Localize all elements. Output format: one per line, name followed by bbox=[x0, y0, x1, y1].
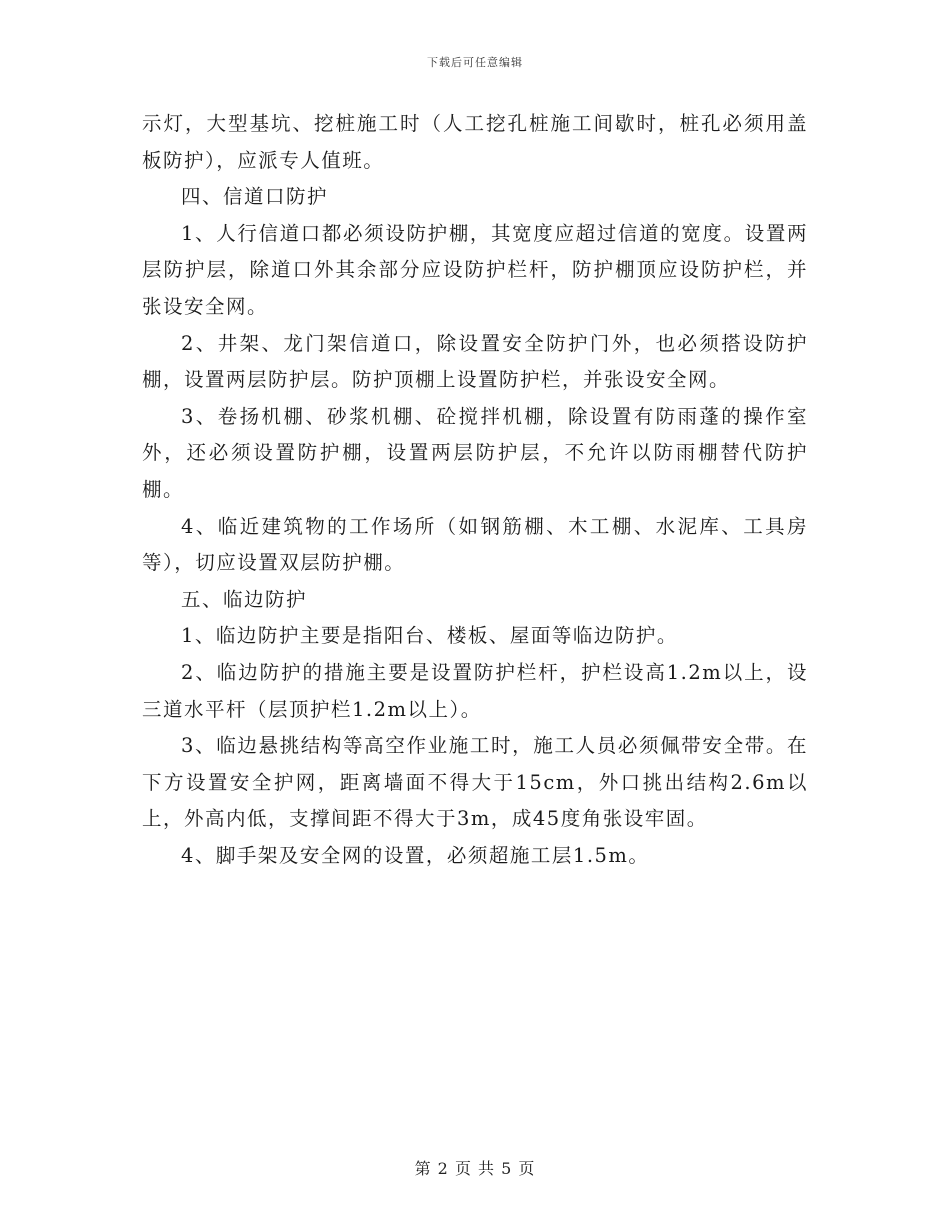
page-number-footer: 第 2 页 共 5 页 bbox=[414, 1159, 536, 1178]
section-heading-entrance-protection: 四、信道口防护 bbox=[181, 185, 329, 209]
paragraph-entrance-item-1: 1、人行信道口都必须设防护棚，其宽度应超过信道的宽度。设置两层防护层，除道口外其余部分应设防护栏杆，防护棚顶应设防护栏，并张设安全网。 bbox=[142, 221, 808, 318]
paragraph-entrance-item-4: 4、临近建筑物的工作场所（如钢筋棚、木工棚、水泥库、工具房等），切应设置双层防护棚。 bbox=[142, 514, 808, 575]
section-heading-edge-protection: 五、临边防护 bbox=[181, 587, 308, 611]
paragraph-edge-item-1: 1、临边防护主要是指阳台、楼板、屋面等临边防护。 bbox=[181, 624, 678, 648]
paragraph-edge-item-4: 4、脚手架及安全网的设置，必须超施工层1.5m。 bbox=[181, 843, 650, 867]
paragraph-entrance-item-2: 2、井架、龙门架信道口，除设置安全防护门外，也必须搭设防护棚，设置两层防护层。防护顶棚上设置防护栏，并张设安全网。 bbox=[142, 331, 808, 392]
document-body bbox=[142, 106, 808, 874]
paragraph-edge-item-2: 2、临边防护的措施主要是设置防护栏杆，护栏设高1.2m以上，设三道水平杆（层顶护栏1.2m以上）。 bbox=[142, 660, 808, 721]
paragraph-entrance-item-3: 3、卷扬机棚、砂浆机棚、砼搅拌机棚，除设置有防雨蓬的操作室外，还必须设置防护棚，设置两层防护层，不允许以防雨棚替代防护棚。 bbox=[142, 404, 808, 501]
page-header: 下载后可任意编辑 bbox=[427, 56, 523, 69]
paragraph-edge-item-3: 3、临边悬挑结构等高空作业施工时，施工人员必须佩带安全带。在下方设置安全护网，距离墙面不得大于15cm，外口挑出结构2.6m以上，外高内低，支撑间距不得大于3m，成45度角张设牢固。 bbox=[142, 734, 808, 831]
paragraph-continuation: 示灯，大型基坑、挖桩施工时（人工挖孔桩施工间歇时，桩孔必须用盖板防护），应派专人值班。 bbox=[142, 112, 808, 172]
